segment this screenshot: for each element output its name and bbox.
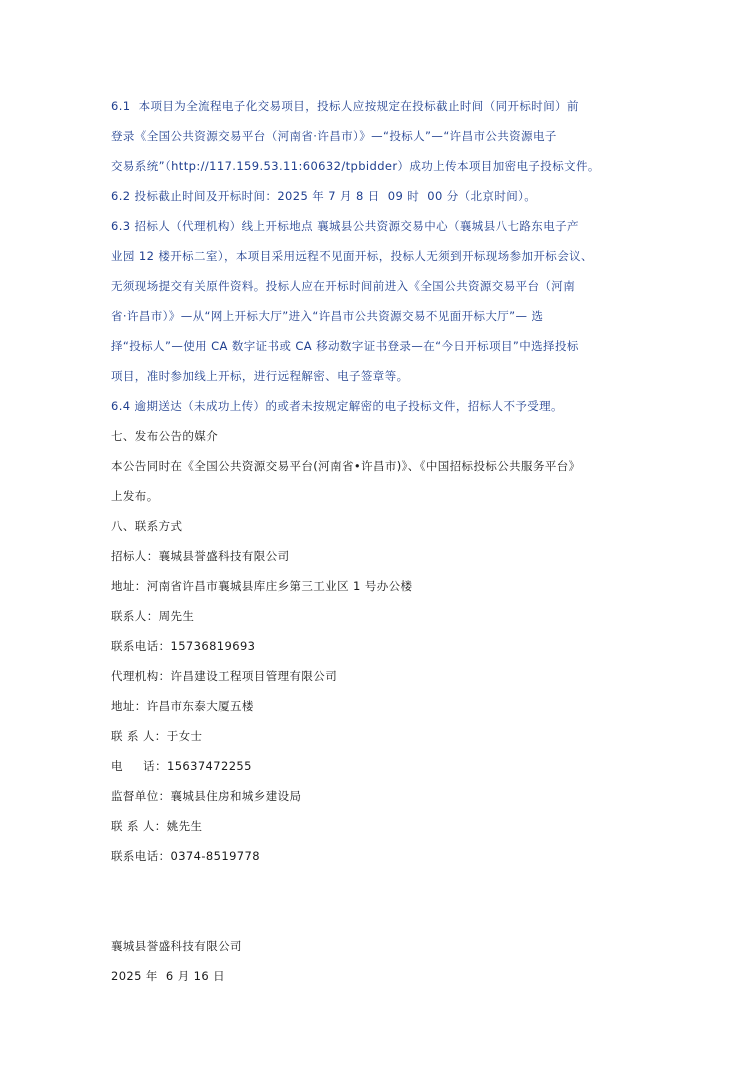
section-7-line-1: 本公告同时在《全国公共资源交易平台(河南省•许昌市)》、《中国招标投标公共服务平台》 (111, 459, 581, 473)
section-8-heading: 八、联系方式 (111, 519, 183, 533)
clause-6-4: 6.4 逾期送达（未成功上传）的或者未按规定解密的电子投标文件，招标人不予受理。 (111, 399, 563, 413)
clause-6-1-line-1: 6.1 本项目为全流程电子化交易项目，投标人应按规定在投标截止时间（同开标时间）前 (111, 99, 579, 113)
clause-6-3-line-2: 业园 12 楼开标二室），本项目采用远程不见面开标，投标人无须到开标现场参加开标会议、 (111, 249, 593, 263)
agency-address: 地址：许昌市东泰大厦五楼 (111, 699, 254, 713)
tenderer-address: 地址：河南省许昌市襄城县库庄乡第三工业区 1 号办公楼 (111, 579, 413, 593)
clause-6-3-line-5: 择“投标人”—使用 CA 数字证书或 CA 移动数字证书登录—在“今日开标项目”中选择投标 (111, 339, 579, 353)
section-7-line-2: 上发布。 (111, 489, 159, 503)
section-7-heading: 七、发布公告的媒介 (111, 429, 219, 443)
signature-date: 2025 年 6 月 16 日 (111, 969, 226, 983)
clause-6-1-line-2: 登录《全国公共资源交易平台（河南省·许昌市）》—“投标人”—“许昌市公共资源电子 (111, 129, 557, 143)
agency-contact: 联 系 人：于女士 (111, 729, 203, 743)
tenderer-contact: 联系人：周先生 (111, 609, 195, 623)
clause-6-3-line-6: 项目，准时参加线上开标，进行远程解密、电子签章等。 (111, 369, 409, 383)
supervisor-phone: 联系电话：0374-8519778 (111, 849, 260, 863)
clause-6-3-line-1: 6.3 招标人（代理机构）线上开标地点 襄城县公共资源交易中心（襄城县八七路东电子产 (111, 219, 579, 233)
clause-6-2: 6.2 投标截止时间及开标时间：2025 年 7 月 8 日 09 时 00 分（北京时间）。 (111, 189, 537, 203)
signature-company: 襄城县誉盛科技有限公司 (111, 939, 242, 953)
agency-name: 代理机构：许昌建设工程项目管理有限公司 (111, 669, 338, 683)
agency-phone: 电 话：15637472255 (111, 759, 252, 773)
supervisor-name: 监督单位：襄城县住房和城乡建设局 (111, 789, 302, 803)
clause-6-3-line-3: 无须现场提交有关原件资料。投标人应在开标时间前进入《全国公共资源交易平台（河南 (111, 279, 576, 293)
tenderer-name: 招标人：襄城县誉盛科技有限公司 (111, 549, 290, 563)
clause-6-1-line-3: 交易系统”（http://117.159.53.11:60632/tpbidder）成功上传本项目加密电子投标文件。 (111, 159, 600, 173)
clause-6-3-line-4: 省·许昌市）》—从“网上开标大厅”进入“许昌市公共资源交易不见面开标大厅”— 选 (111, 309, 544, 323)
supervisor-contact: 联 系 人：姚先生 (111, 819, 203, 833)
tenderer-phone: 联系电话：15736819693 (111, 639, 256, 653)
